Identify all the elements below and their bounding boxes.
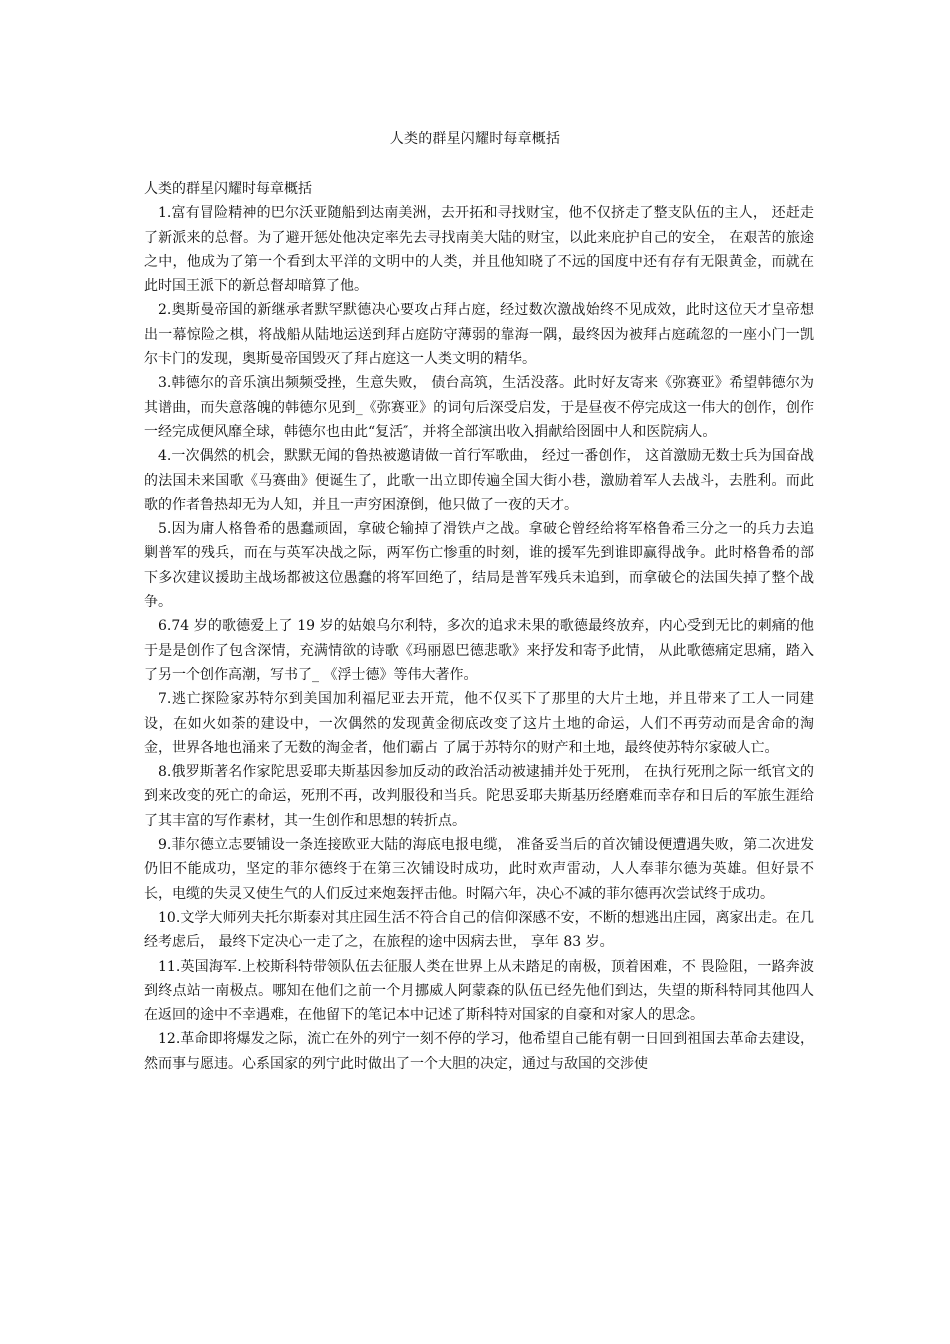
paragraph-12: 12.革命即将爆发之际，流亡在外的列宁一刻不停的学习，他希望自己能有朝一日回到祖国去革命去建设，然而事与愿违。心系国家的列宁此时做出了一个大胆的决定，通过与敌国的交涉使 — [144, 1031, 814, 1072]
paragraph-5: 5.因为庸人格鲁希的愚蠢顽固，拿破仑输掉了滑铁卢之战。拿破仑曾经给将军格鲁希三分之一的兵力去追剿普军的残兵，而在与英军决战之际，两军伤亡惨重的时刻，谁的援军先到谁即赢得战争。此时格鲁希的部下多次建议援助主战场都被这位愚蠢的将军回绝了，结局是普军残兵未追到，而拿破仑的法国失掉了整个战争。 — [144, 521, 814, 611]
paragraph-8: 8.俄罗斯著名作家陀思妥耶夫斯基因参加反动的政治活动被逮捕并处于死刑， 在执行死刑之际一纸官文的到来改变的死亡的命运，死刑不再，改判服役和当兵。陀思妥耶夫斯基历经磨难而幸存和日后的军旅生涯给了其丰富的写作素材，其一生创作和思想的转折点。 — [144, 764, 814, 829]
paragraph-11: 11.英国海军.上校斯科特带领队伍去征服人类在世界上从未踏足的南极，顶着困难，不 畏险阻，一路奔波到终点站一南极点。哪知在他们之前一个月挪威人阿蒙森的队伍已经先他们到达，失望的斯科特同其他四人在返回的途中不幸遇难，在他留下的笔记本中记述了斯科特对国家的自豪和对家人的思念。 — [144, 958, 814, 1024]
paragraph-2: 2.奥斯曼帝国的新继承者默罕默德决心要攻占拜占庭，经过数次激战始终不见成效，此时这位天才皇帝想出一幕惊险之棋，将战船从陆地运送到拜占庭防守薄弱的靠海一隅，最终因为被拜占庭疏忽的一座小门一凯尔卡门的发现，奥斯曼帝国毁灭了拜占庭这一人类文明的精华。 — [144, 302, 814, 368]
paragraph-10: 10.文学大师列夫托尔斯泰对其庄园生活不符合自己的信仰深感不安，不断的想逃出庄园，离家出走。在几经考虑后， 最终下定决心一走了之，在旅程的途中因病去世， 享年 83 岁。 — [144, 909, 814, 951]
document-body — [144, 177, 814, 1076]
paragraph-7: 7.逃亡探险家苏特尔到美国加利福尼亚去开荒，他不仅买下了那里的大片土地，并且带来了工人一同建设，在如火如荼的建设中，一次偶然的发现黄金彻底改变了这片土地的命运，人们不再劳动而是舍命的淘金，世界各地也涌来了无数的淘金者，他们霸占 了属于苏特尔的财产和土地，最终使苏特尔家破人亡。 — [144, 691, 814, 756]
paragraph-4: 4.一次偶然的机会，默默无闻的鲁热被邀请做一首行军歌曲， 经过一番创作， 这首激励无数士兵为国奋战的法国未来国歌《马赛曲》便诞生了，此歌一出立即传遍全国大街小巷，激励着军人去战斗，去胜利。而此歌的作者鲁热却无为人知，并且一声穷困潦倒，他只做了一夜的天才。 — [144, 448, 814, 513]
paragraph-1: 1.富有冒险精神的巴尔沃亚随船到达南美洲，去开拓和寻找财宝，他不仅挤走了整支队伍的主人， 还赶走了新派来的总督。为了避开惩处他决定率先去寻找南美大陆的财宝，以此来庇护自己的安全， 在艰苦的旅途之中，他成为了第一个看到太平洋的文明中的人类，并且他知晓了不远的国度中还有存有无限黄金，而就在此时国王派下的新总督却暗算了他。 — [144, 205, 814, 295]
document-subtitle: 人类的群星闪耀时每章概括 — [144, 181, 312, 197]
paragraph-3: 3.韩德尔的音乐演出频频受挫，生意失败， 债台高筑，生活没落。此时好友寄来《弥赛亚》希望韩德尔为其谱曲，而失意落魄的韩德尔见到_《弥赛亚》的词句后深受启发，于是昼夜不停完成这一伟大的创作，创作一经完成便风靡全球，韩德尔也由此“复活″，并将全部演出收入捐献给囹圄中人和医院病人。 — [144, 375, 814, 440]
paragraph-6: 6.74 岁的歌德爱上了 19 岁的姑娘乌尔利特，多次的追求未果的歌德最终放弃，内心受到无比的刺痛的他于是是创作了包含深情，充满情欲的诗歌《玛丽恩巴德悲歌》来抒发和寄予此情， 从此歌德痛定思痛，踏入了另一个创作高潮，写书了_ 《浮士德》等伟大著作。 — [144, 618, 814, 683]
paragraph-9: 9.菲尔德立志要铺设一条连接欧亚大陆的海底电报电缆， 准备妥当后的首次铺设便遭遇失败，第二次进发仍旧不能成功，坚定的菲尔德终于在第三次铺设时成功，此时欢声雷动，人人奉菲尔德为英雄。但好景不长，电缆的失灵又使生气的人们反过来炮轰抨击他。时隔六年，决心不减的菲尔德再次尝试终于成功。 — [144, 837, 814, 902]
document-title: 人类的群星闪耀时每章概括 — [389, 131, 561, 147]
